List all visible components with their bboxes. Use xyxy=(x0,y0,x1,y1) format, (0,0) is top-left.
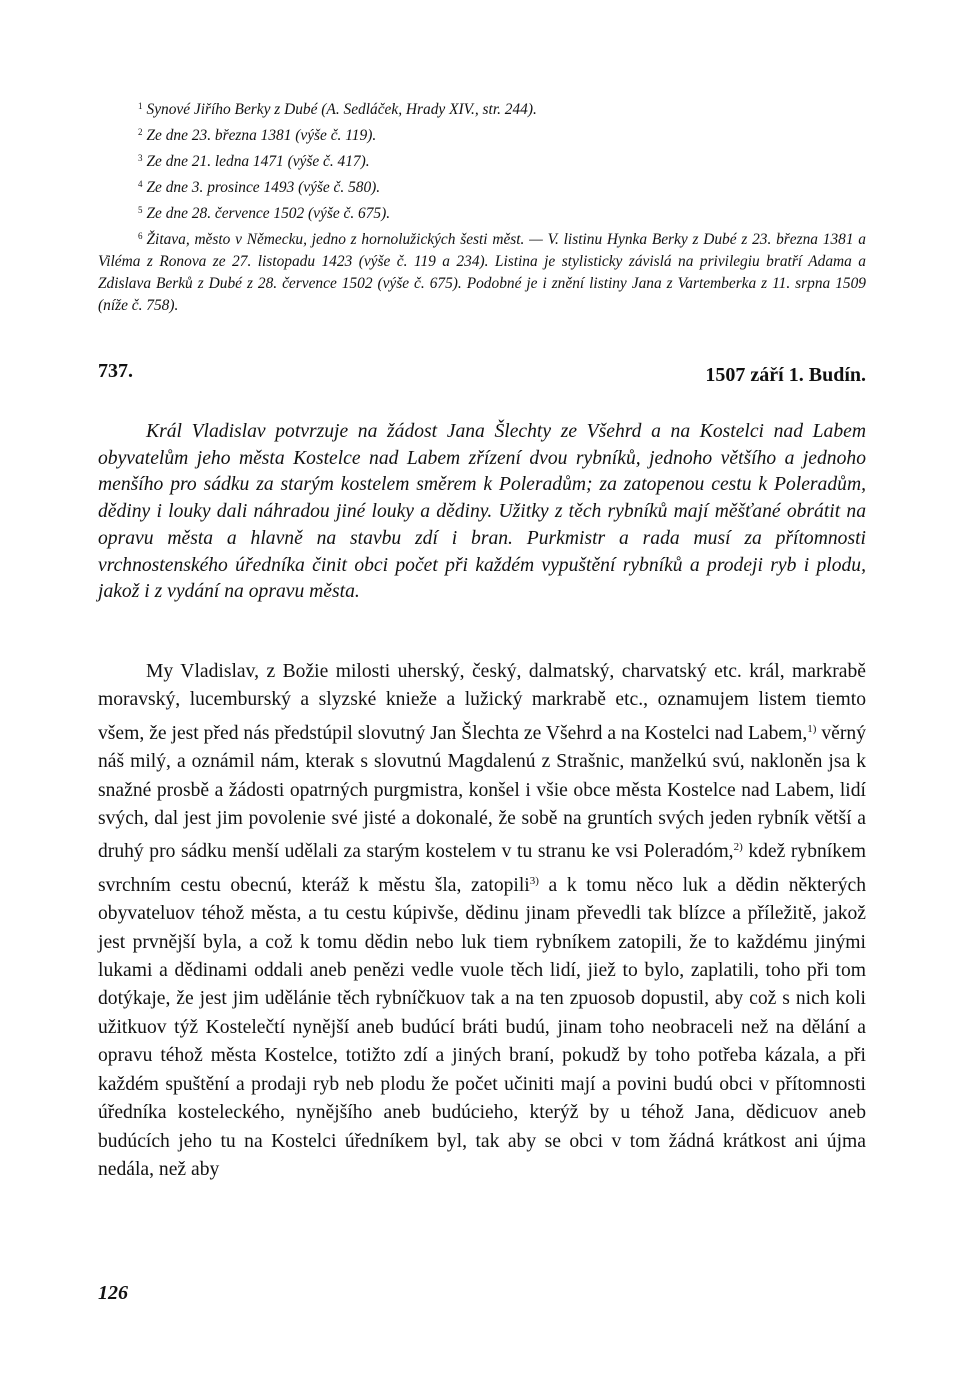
document-number: 737. xyxy=(98,360,133,382)
footnote-mark: 4 xyxy=(138,179,143,189)
footnote xyxy=(98,147,866,173)
body-text-segment: věrný náš milý, a oznámil nám, kterak s slovutnú Magdalenú z Strašnic, manželkú svú, nakloněn jsa k snažné prosbě a žádosti opatrných purgmistra, konšel i všie obce města Kostelce nad Labem, lidí svých, dal jest jim povolenie své jisté a dokonalé, že sobě na gruntích svých jeden rybník větší a druhý pro sádku menší udělali za starým kostelem v tu stranu ke vsi Poleradóm, xyxy=(98,722,866,863)
footnote-text: Ze dne 28. července 1502 (výše č. 675). xyxy=(146,205,391,222)
footnote xyxy=(98,225,866,317)
footnote-reference: 1) xyxy=(807,722,817,735)
footnote xyxy=(98,173,866,199)
footnote-text: Ze dne 21. ledna 1471 (výše č. 417). xyxy=(146,153,370,170)
footnote-text: Ze dne 3. prosince 1493 (výše č. 580). xyxy=(146,179,381,196)
footnote-mark: 6 xyxy=(138,231,143,241)
page-number: 126 xyxy=(98,1282,128,1304)
footnote-mark: 2 xyxy=(138,127,143,137)
footnote xyxy=(98,121,866,147)
footnote-reference: 2) xyxy=(733,841,743,854)
footnote-text: Ze dne 23. března 1381 (výše č. 119). xyxy=(146,127,377,144)
footnote-reference: 3) xyxy=(529,874,539,887)
footnote xyxy=(98,199,866,225)
footnote xyxy=(98,95,866,121)
body-text-segment: a k tomu něco luk a dědin některých obyvateluov téhož města, a tu cestu kúpivše, dědinu jinam převedli tak blízce a příležitě, jakož jest prvnější byla, a což k tomu dědin nebo luk tiem rybníkem zatopili, že to každému jinými lukami a dědinami oddali aneb penězi vedle vuole těch lidí, jiež to bylo, zaplatili, toho při tom dotýkaje, že jest jim udělánie těch rybníčkuov tak a na ten zpuosob dopustil, aby což s nich koli užitkuov týž Kostelečtí nynější aneb budúcí bráti budú, jinam toho neobraceli než na dělání a opravu téhož města Kostelce, totižto zdí a jiných braní, pokudž by toho potřeba kázala, a při každém spuštění a prodaji ryb neb plodu že počet učiniti mají a povini budú obci v přítomnosti úředníka kosteleckého, nynějšího aneb budúcieho, kterýž by u téhož Jana, dědicuov aneb budúcích jeho tu na Kostelci úředníkem byl, tak aby se obci v tom žádná krátkost ani újma nedála, než aby xyxy=(98,874,866,1180)
footnotes xyxy=(98,95,866,317)
footnote-text: Žitava, město v Německu, jedno z hornolužických šesti měst. — V. listinu Hynka Berky z Dubé z 23. března 1381 a Viléma z Ronova ze 27. listopadu 1423 (výše č. 119 a 234). Listina je stylisticky závislá na privilegiu bratří Adama a Zdislava Berků z Dubé z 28. července 1502 (výše č. 675). Podobné je i znění listiny Jana z Vartemberka z 11. srpna 1509 (níže č. 758). xyxy=(98,231,866,314)
footnote-mark: 1 xyxy=(138,101,143,111)
footnote-mark: 3 xyxy=(138,153,143,163)
body-text-segment: My Vladislav, z Božie milosti uherský, český, dalmatský, charvatský etc. král, markrabě moravský, lucemburský a slyzské knieže a lužický markrabě etc., oznamujem listem tiemto všem, že jest před nás předstúpil slovutný Jan Šlechta ze Všehrd a na Kostelci nad Labem, xyxy=(98,661,866,744)
document-body xyxy=(98,658,866,1184)
document-regest: Král Vladislav potvrzuje na žádost Jana Šlechty ze Všehrd a na Kostelci nad Labem obyvatelům jeho města Kostelce nad Labem zřízení dvou rybníků, jednoho většího a jednoho menšího pro sádku za starým kostelem směrem k Poleradům; za zatopenou cestu k Poleradům, dědiny i louky dali náhradou jiné louky a dědiny. Užitky z těch rybníků mají měšťané obrátit na opravu města a hlavně na stavbu zdí i bran. Purkmistr a rada musí za přítomnosti vrchnostenského úředníka činit obci počet při každém vypuštění rybníků a prodeji ryb i plodu, jakož i z vydání na opravu města. xyxy=(98,421,866,603)
footnote-text: Synové Jiřího Berky z Dubé (A. Sedláček, Hrady XIV., str. 244). xyxy=(146,101,537,118)
footnote-mark: 5 xyxy=(138,205,143,215)
body-text-segment: kdež rybníkem svrchním cestu obecnú, kteráž k městu šla, zatopili xyxy=(98,841,866,896)
document-date-place: 1507 září 1. Budín. xyxy=(705,364,866,386)
